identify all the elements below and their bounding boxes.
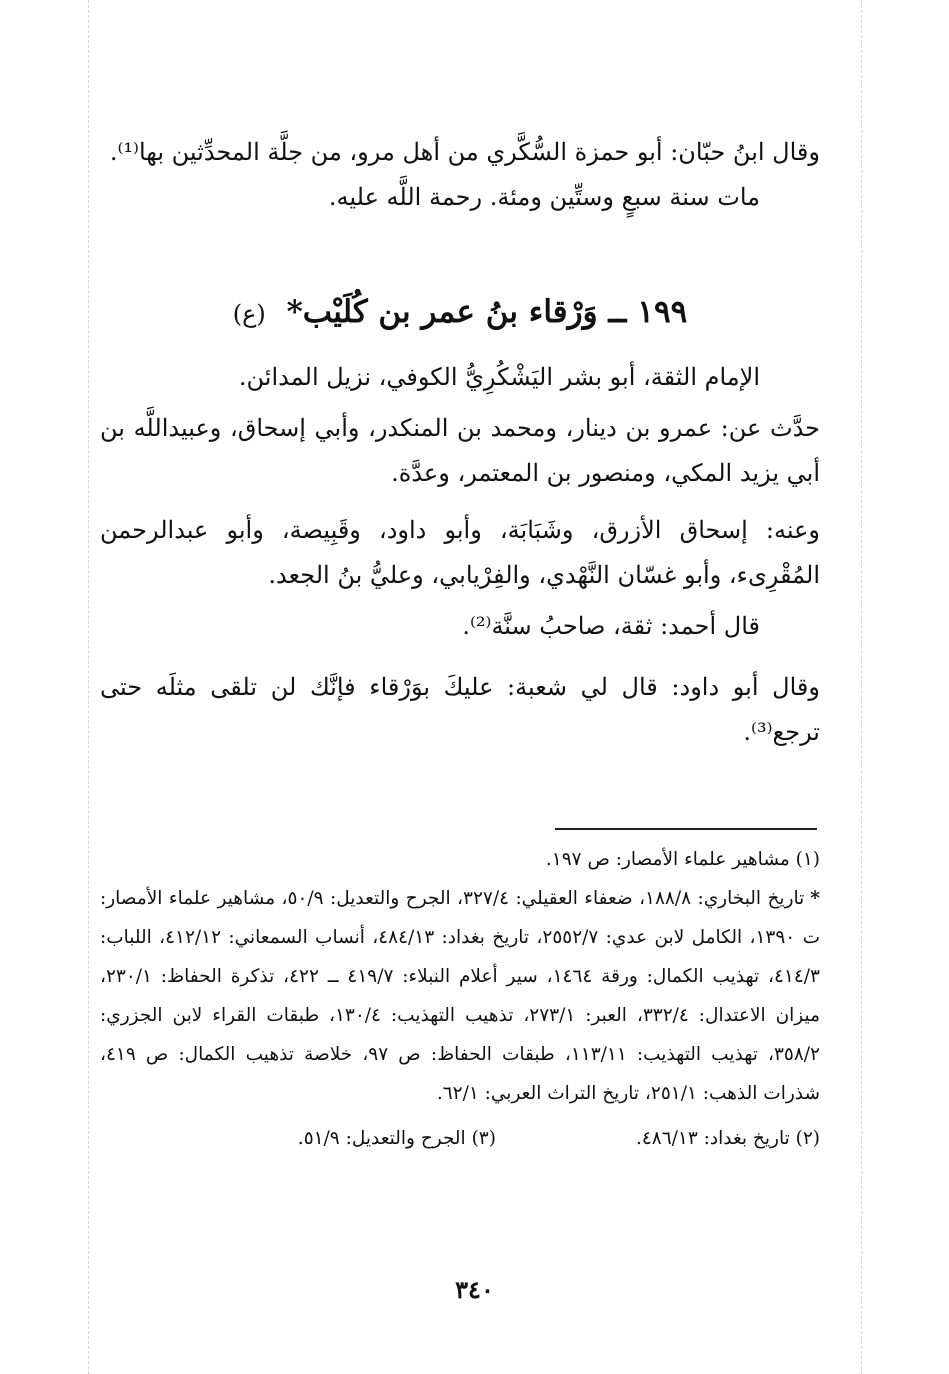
footnote-2: (٢) تاريخ بغداد: ٤٨٦/١٣.: [635, 1128, 820, 1149]
top-paragraphs: [100, 130, 820, 220]
entry-body: [100, 355, 820, 755]
paragraph: وقال أبو داود: قال لي شعبة: عليكَ بوَرْقاء فإنَّك لن تلقى مثلَه حتى ترجع⁽³⁾.: [100, 673, 820, 746]
footnote-separator: [555, 828, 817, 830]
paragraph: قال أحمد: ثقة، صاحبُ سنَّة⁽²⁾.: [462, 612, 760, 640]
paragraph: مات سنة سبعٍ وستِّين ومئة. رحمة اللَّه عليه.: [328, 183, 760, 211]
page-number: ٣٤٠: [455, 1275, 494, 1304]
footnote-1: (١) مشاهير علماء الأمصار: ص ١٩٧.: [545, 849, 820, 870]
footnote-sources-text: تاريخ البخاري: ١٨٨/٨، ضعفاء العقيلي: ٣٢٧/٤، الجرح والتعديل: ٥٠/٩، مشاهير علماء الأمصار: ت ١٣٩٠، الكامل لابن عدي: ٢٥٥٢/٧، تاريخ بغداد: ٤٨٤/١٣، أنساب السمعاني: ٤١٢/١٢، اللباب: ٤١٤/٣، تهذيب الكمال: ورقة ١٤٦٤، سير أعلام النبلاء: ٤١٩/٧ ــ ٤٢٢، تذكرة الحفاظ: ٢٣٠/١، ميزان الاعتدال: ٣٣٢/٤، العبر: ٢٧٣/١، تذهيب التهذيب: ١٣٠/٤، طبقات القراء لابن الجزري: ٣٥٨/٢، تهذيب التهذيب: ١١٣/١١، طبقات الحفاظ: ص ٩٧، خلاصة تذهيب الكمال: ص ٤١٩، شذرات الذهب: ٢٥١/١، تاريخ التراث العربي: ٦٢/١.: [100, 888, 821, 1104]
paragraph: حدَّث عن: عمرو بن دينار، ومحمد بن المنكدر، وأبي إسحاق، وعبيداللَّه بن أبي يزيد المكي، ومنصور بن المعتمر، وعدَّة.: [100, 414, 821, 487]
entry-title: ١٩٩ ــ وَرْقاء بنُ عمر بن كُلَيْب*: [286, 294, 688, 330]
scan-margin-line: [88, 0, 89, 1374]
asterisk-marker: *: [810, 888, 820, 909]
entry-heading: [100, 290, 820, 337]
paragraph: وعنه: إسحاق الأزرق، وشَبَابَة، وأبو داود، وقَبِيصة، وأبو عبدالرحمن المُقْرِىء، وأبو غسّان النَّهْدي، والفِرْيابي، وعليُّ بنُ الجعد.: [100, 516, 820, 589]
footnotes: [100, 840, 820, 1158]
footnote-3: (٣) الجرح والتعديل: ٥١/٩.: [297, 1128, 496, 1149]
paragraph: وقال ابنُ حبّان: أبو حمزة السُّكَّري من أهل مرو، من جلَّة المحدِّثين بها⁽¹⁾.: [109, 138, 820, 166]
footnote-sources: [100, 879, 820, 1113]
entry-code: (ع): [232, 300, 266, 328]
scan-margin-line: [861, 0, 862, 1374]
paragraph: الإمام الثقة، أبو بشر اليَشْكُرِيُّ الكوفي، نزيل المدائن.: [238, 363, 760, 391]
footnote-row: [100, 1119, 820, 1158]
